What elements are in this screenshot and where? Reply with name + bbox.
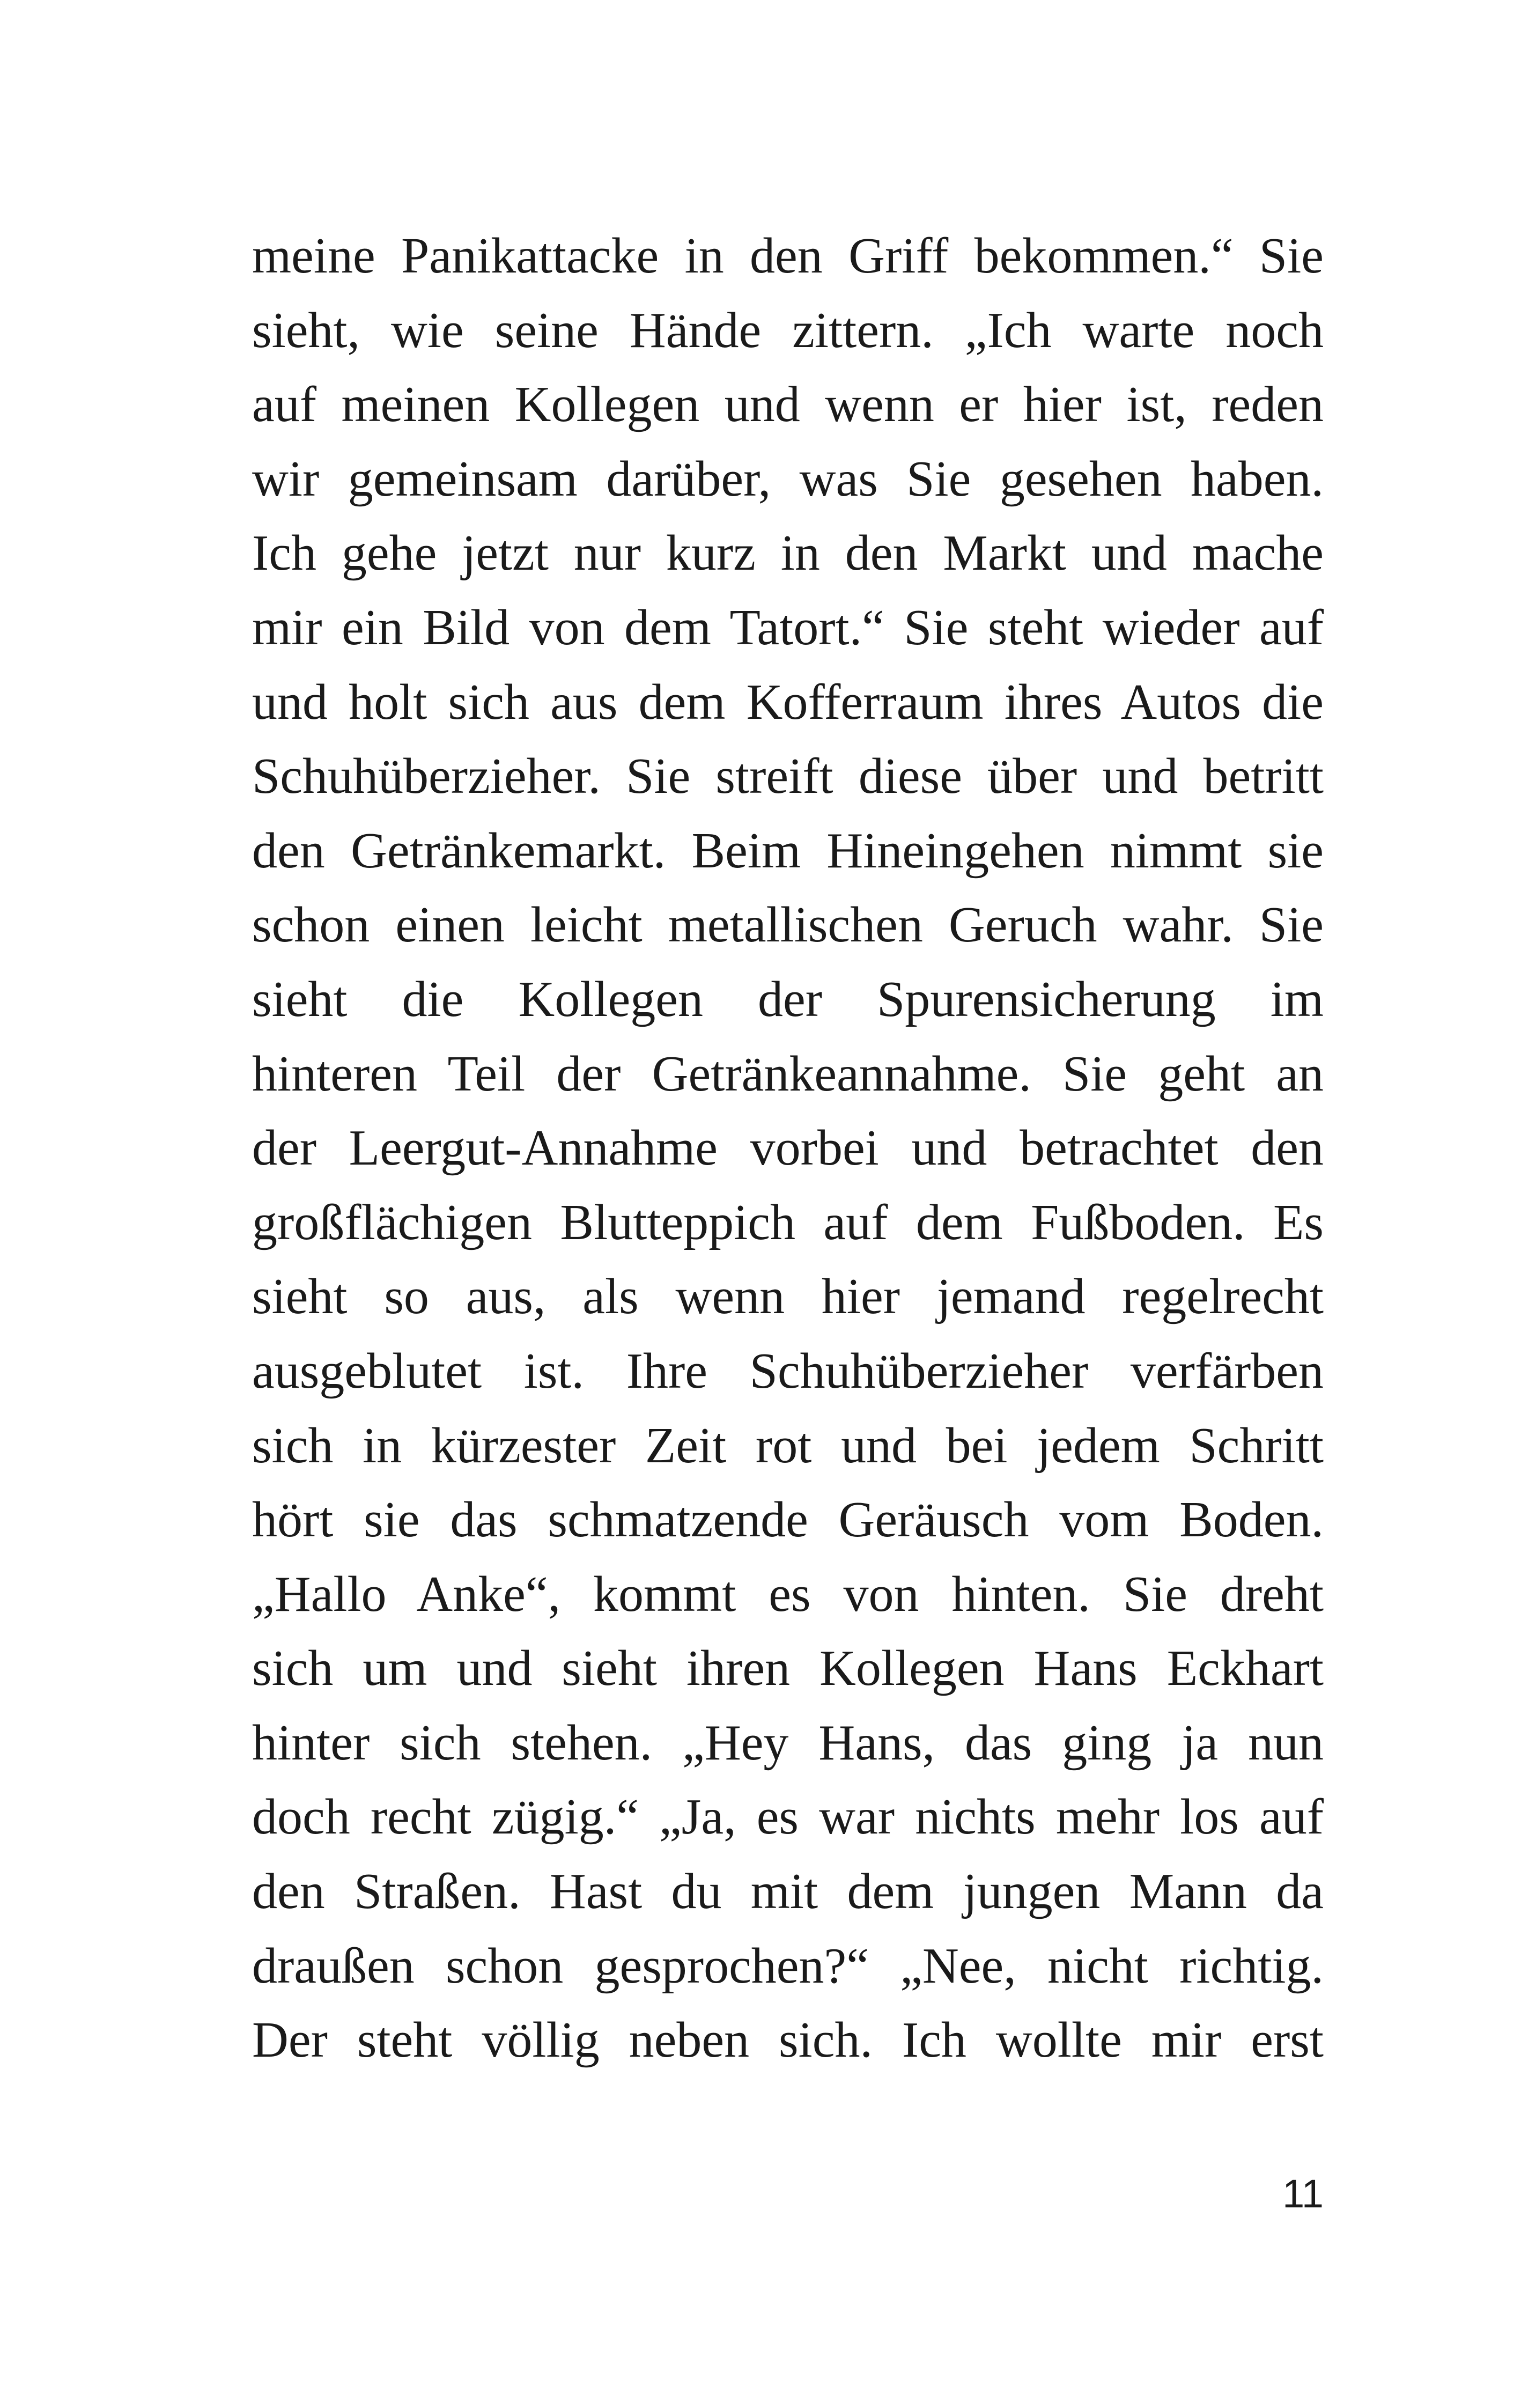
text-line: sieht, wie seine Hände zittern. „Ich warte noch — [252, 302, 1324, 358]
text-line: hört sie das schmatzende Geräusch vom Boden. — [252, 1492, 1324, 1548]
text-line: hinteren Teil der Getränkeannahme. Sie geht an — [252, 1045, 1324, 1102]
text-line: den Straßen. Hast du mit dem jungen Mann da — [252, 1864, 1324, 1920]
text-line: sich um und sieht ihren Kollegen Hans Eckhart — [252, 1640, 1324, 1697]
text-line: auf meinen Kollegen und wenn er hier ist, reden — [252, 377, 1324, 433]
text-line: und holt sich aus dem Kofferraum ihres Autos die — [252, 674, 1324, 730]
text-line: sieht so aus, als wenn hier jemand regelrecht — [252, 1269, 1324, 1325]
text-line: ausgeblutet ist. Ihre Schuhüberzieher verfärben — [252, 1343, 1324, 1399]
text-line: wir gemeinsam darüber, was Sie gesehen haben. — [252, 451, 1324, 507]
text-line: den Getränkemarkt. Beim Hineingehen nimmt sie — [252, 822, 1324, 879]
text-line: „Hallo Anke“, kommt es von hinten. Sie dreht — [252, 1566, 1324, 1622]
text-line: Der steht völlig neben sich. Ich wollte mir erst — [252, 2012, 1324, 2068]
page-number: 11 — [1282, 2171, 1324, 2216]
text-line: doch recht zügig.“ „Ja, es war nichts mehr los auf — [252, 1789, 1324, 1845]
text-line: großflächigen Blutteppich auf dem Fußboden. Es — [252, 1194, 1324, 1250]
text-line: draußen schon gesprochen?“ „Nee, nicht richtig. — [252, 1938, 1324, 1994]
text-line: Schuhüberzieher. Sie streift diese über und betritt — [252, 748, 1324, 805]
text-line: Ich gehe jetzt nur kurz in den Markt und mache — [252, 525, 1324, 581]
text-line: mir ein Bild von dem Tatort.“ Sie steht wieder auf — [252, 599, 1324, 656]
text-line: schon einen leicht metallischen Geruch wahr. Sie — [252, 897, 1324, 953]
text-line: sich in kürzester Zeit rot und bei jedem Schritt — [252, 1417, 1324, 1474]
text-line: meine Panikattacke in den Griff bekommen.“ Sie — [252, 228, 1324, 284]
text-line: hinter sich stehen. „Hey Hans, das ging ja nun — [252, 1714, 1324, 1771]
text-line: der Leergut-Annahme vorbei und betrachtet den — [252, 1120, 1324, 1176]
text-line: sieht die Kollegen der Spurensicherung im — [252, 971, 1324, 1027]
body-text — [252, 219, 1324, 2078]
